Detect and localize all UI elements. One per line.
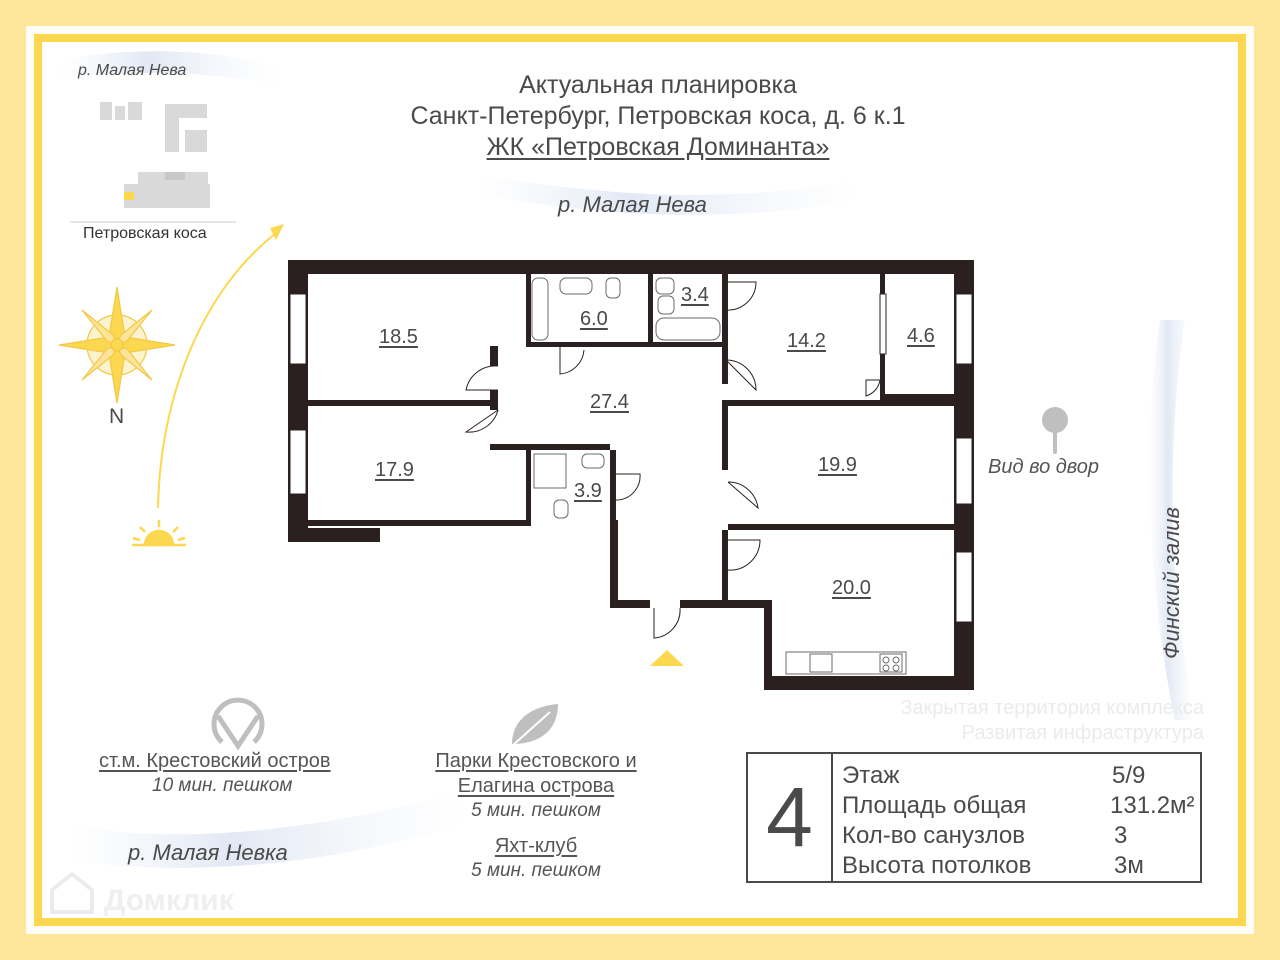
- parks-line1[interactable]: Парки Крестовского и: [435, 750, 637, 772]
- parks-line2[interactable]: Елагина острова: [457, 775, 615, 797]
- faded-feature-1: Закрытая территория комплекса: [900, 697, 1204, 719]
- north-label: N: [109, 405, 125, 428]
- info-value-ceiling: 3м: [1114, 852, 1144, 879]
- parks-time: 5 мин. пешком: [471, 800, 601, 821]
- complex-link[interactable]: ЖК «Петровская Доминанта»: [486, 133, 830, 161]
- gulf-label: Финский залив: [1159, 507, 1184, 659]
- metro-time: 10 мин. пешком: [152, 775, 293, 796]
- compass-rose-icon: [59, 287, 175, 403]
- room-area-label: 17.9: [375, 459, 414, 481]
- info-value-area: 131.2м²: [1110, 792, 1195, 819]
- room-area-label: 27.4: [590, 391, 629, 413]
- map-pin-icon: [1042, 407, 1068, 454]
- yacht-club-link[interactable]: Яхт-клуб: [494, 835, 578, 857]
- sun-path-arc: [158, 230, 280, 508]
- watermark-text: Домклик: [104, 884, 234, 917]
- room-area-label: 6.0: [580, 308, 608, 330]
- locator-river-label: р. Малая Нева: [78, 62, 187, 79]
- river-top-label: р. Малая Нева: [558, 192, 707, 217]
- room-area-label: 4.6: [907, 325, 935, 347]
- room-area-label: 18.5: [379, 326, 418, 348]
- room-area-label: 19.9: [818, 454, 857, 476]
- info-label-area: Площадь общая: [842, 792, 1027, 819]
- sun-path-arrowhead: [270, 224, 284, 240]
- info-label-ceiling: Высота потолков: [842, 852, 1032, 879]
- faded-feature-2: Развитая инфраструктура: [961, 722, 1204, 744]
- info-value-bathrooms: 3: [1114, 822, 1128, 849]
- view-label: Вид во двор: [988, 456, 1100, 478]
- kitchen-units: [786, 652, 906, 674]
- room-area-label: 14.2: [787, 330, 826, 352]
- room-area-label: 3.4: [681, 284, 709, 306]
- locator-area-label: Петровская коса: [83, 225, 207, 242]
- room-area-label: 3.9: [574, 480, 602, 502]
- info-value-floor: 5/9: [1112, 762, 1146, 789]
- apartment-info-box: [746, 752, 1202, 883]
- info-label-bathrooms: Кол-во санузлов: [842, 822, 1025, 849]
- title-line2: Санкт-Петербург, Петровская коса, д. 6 к.1: [410, 102, 906, 130]
- rooms-count: 4: [766, 770, 813, 864]
- metro-station-link[interactable]: ст.м. Крестовский остров: [99, 750, 331, 772]
- info-divider: [831, 754, 833, 881]
- yacht-time: 5 мин. пешком: [471, 860, 601, 881]
- sun-icon: [132, 520, 186, 545]
- watermark-house-icon: [52, 874, 92, 912]
- room-area-label: 20.0: [832, 577, 871, 599]
- info-label-floor: Этаж: [842, 762, 900, 789]
- river-bottom-label: р. Малая Невка: [128, 840, 288, 865]
- entrance-marker-icon: [650, 650, 684, 666]
- title-line1: Актуальная планировка: [519, 71, 797, 99]
